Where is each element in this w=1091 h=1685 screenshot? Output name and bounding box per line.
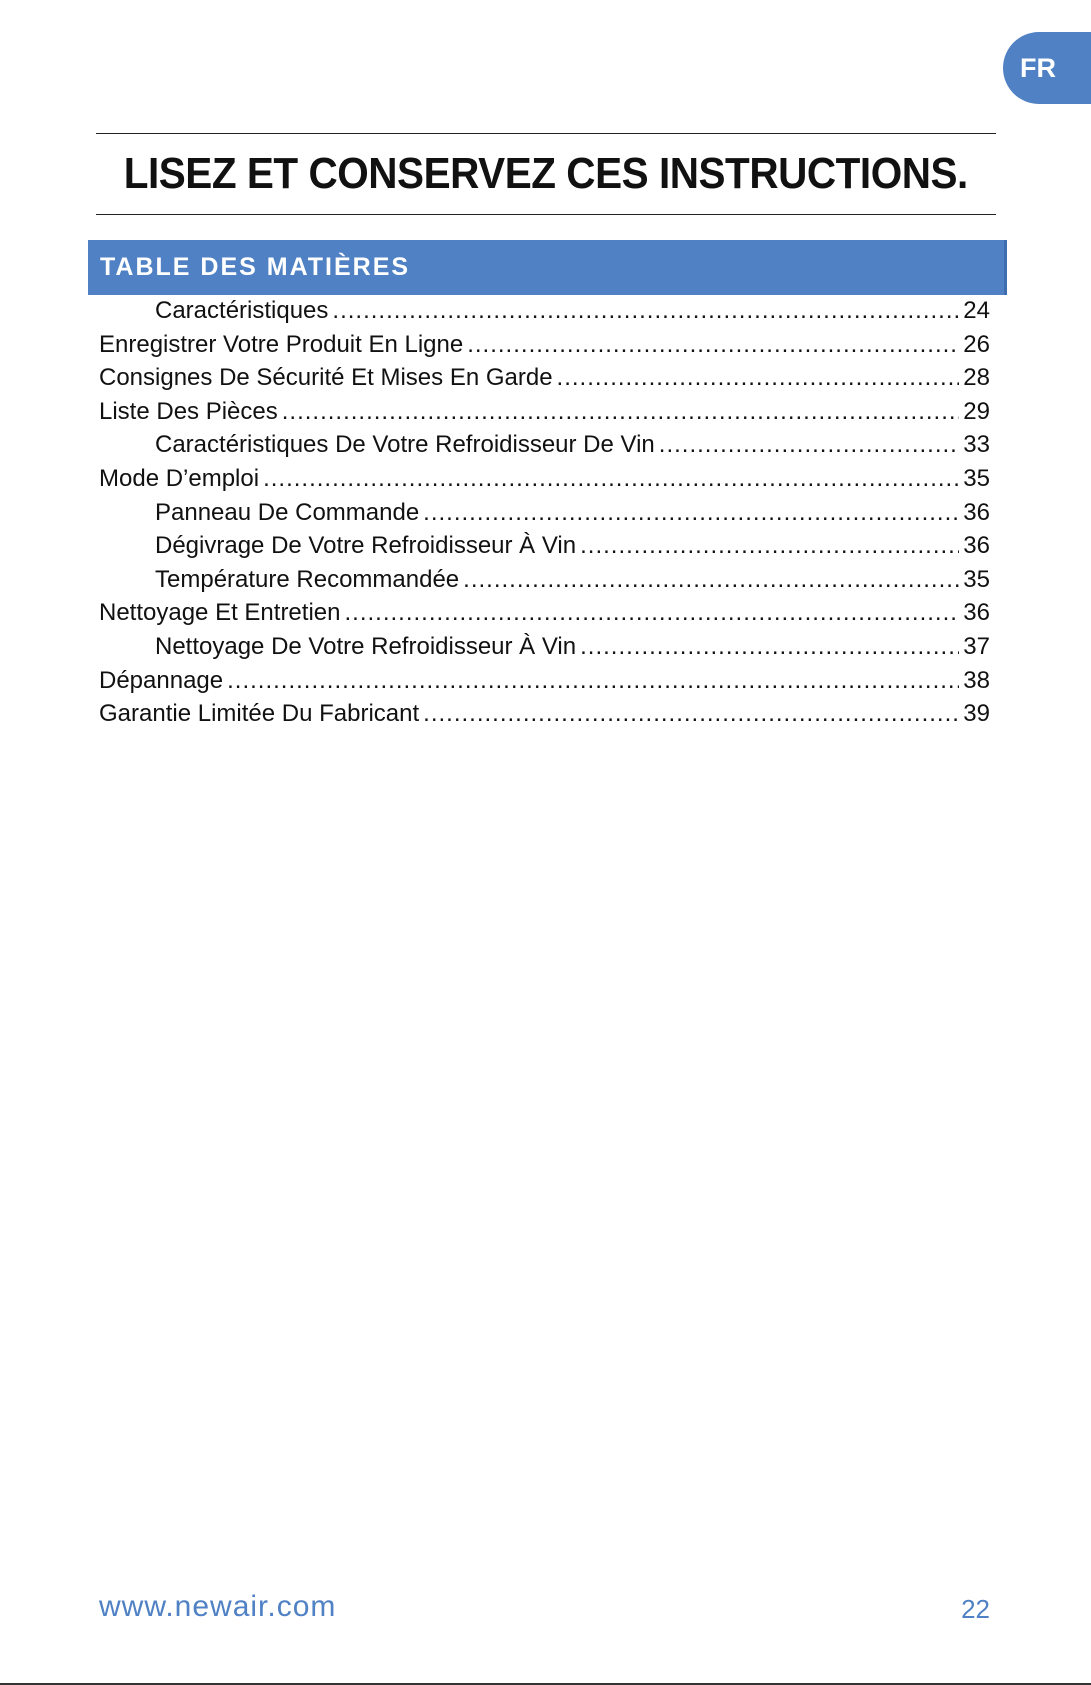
toc-entry-page: 35 bbox=[963, 565, 990, 593]
toc-entry-label: Garantie Limitée Du Fabricant bbox=[99, 700, 420, 728]
toc-entry-page: 33 bbox=[963, 431, 990, 459]
page-number: 22 bbox=[961, 1594, 990, 1624]
toc-entry[interactable] bbox=[99, 364, 990, 398]
toc-entry-page: 36 bbox=[963, 498, 990, 526]
toc-entry[interactable] bbox=[99, 465, 990, 499]
language-tab-label: FR bbox=[1020, 52, 1056, 83]
toc-entry-page: 28 bbox=[963, 364, 990, 392]
toc-leader-dots bbox=[282, 398, 960, 426]
toc-entry-label: Panneau De Commande bbox=[155, 498, 420, 526]
toc-entry[interactable] bbox=[99, 431, 990, 465]
toc-entry[interactable] bbox=[99, 599, 990, 633]
website-link[interactable]: www.newair.com bbox=[99, 1590, 337, 1623]
toc-entry-label: Consignes De Sécurité Et Mises En Garde bbox=[99, 364, 553, 392]
toc-leader-dots bbox=[463, 566, 959, 594]
toc-leader-dots bbox=[423, 499, 959, 527]
toc-entry-label: Dépannage bbox=[99, 666, 224, 694]
toc-leader-dots bbox=[344, 599, 959, 627]
toc-entry[interactable] bbox=[99, 667, 990, 701]
toc-entry-page: 39 bbox=[963, 700, 990, 728]
toc-entry-page: 35 bbox=[963, 464, 990, 492]
toc-entry-page: 36 bbox=[963, 599, 990, 627]
toc-entry-label: Température Recommandée bbox=[155, 565, 460, 593]
toc-list bbox=[99, 297, 990, 734]
toc-entry[interactable] bbox=[99, 331, 990, 365]
toc-header bbox=[88, 240, 1004, 295]
toc-entry-label: Mode D’emploi bbox=[99, 464, 260, 492]
toc-leader-dots bbox=[423, 700, 959, 728]
toc-entry-page: 37 bbox=[963, 632, 990, 660]
title-block bbox=[96, 133, 996, 215]
toc-leader-dots bbox=[580, 532, 959, 560]
toc-entry-page: 29 bbox=[963, 397, 990, 425]
toc-leader-dots bbox=[332, 297, 959, 325]
toc-entry[interactable] bbox=[99, 633, 990, 667]
toc-entry-label: Dégivrage De Votre Refroidisseur À Vin bbox=[155, 532, 577, 560]
toc-entry[interactable] bbox=[99, 398, 990, 432]
toc-entry-label: Caractéristiques bbox=[155, 297, 329, 324]
toc-entry-page: 26 bbox=[963, 330, 990, 358]
toc-leader-dots bbox=[263, 465, 959, 493]
toc-entry-label: Caractéristiques De Votre Refroidisseur De Vin bbox=[155, 431, 655, 459]
page-title: LISEZ ET CONSERVEZ CES INSTRUCTIONS. bbox=[123, 149, 969, 198]
toc-entry-page: 24 bbox=[963, 297, 990, 324]
toc-leader-dots bbox=[659, 431, 960, 459]
toc-leader-dots bbox=[557, 364, 960, 392]
toc-entry-page: 36 bbox=[963, 532, 990, 560]
toc-header-label: TABLE DES MATIÈRES bbox=[100, 253, 411, 281]
toc-entry[interactable] bbox=[99, 700, 990, 734]
toc-entry[interactable] bbox=[99, 297, 990, 331]
toc-entry[interactable] bbox=[99, 532, 990, 566]
toc-leader-dots bbox=[227, 667, 959, 695]
toc-entry[interactable] bbox=[99, 566, 990, 600]
toc-entry[interactable] bbox=[99, 499, 990, 533]
toc-entry-label: Liste Des Pièces bbox=[99, 397, 278, 425]
toc-entry-label: Nettoyage Et Entretien bbox=[99, 599, 341, 627]
toc-leader-dots bbox=[467, 331, 959, 359]
toc-entry-page: 38 bbox=[963, 666, 990, 694]
toc-entry-label: Nettoyage De Votre Refroidisseur À Vin bbox=[155, 632, 577, 660]
language-tab[interactable] bbox=[1003, 32, 1091, 104]
toc-entry-label: Enregistrer Votre Produit En Ligne bbox=[99, 330, 464, 358]
toc-leader-dots bbox=[580, 633, 959, 661]
